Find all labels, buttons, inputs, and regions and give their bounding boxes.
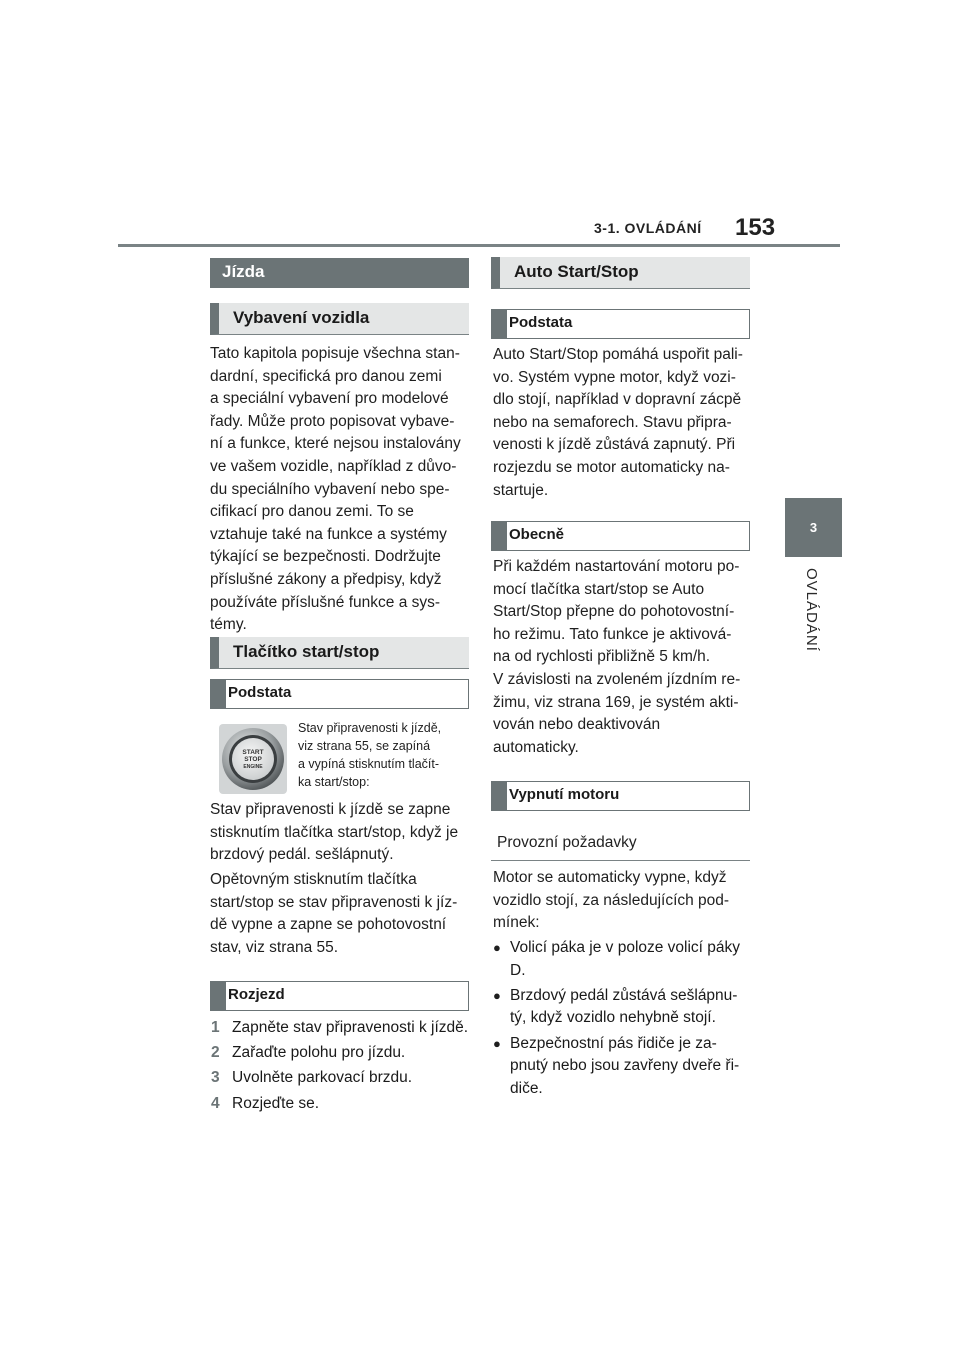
rozjezd-steps [211, 1017, 476, 1118]
button-caption: Stav připravenosti k jízdě, viz strana 55, se zapíná a vypíná stisknutím tlačít- ka start/stop: [298, 721, 442, 789]
chapter-tab: 3 [785, 498, 842, 557]
step-item: 4 Rozjeďte se. [211, 1094, 320, 1112]
bullet-item: ● Bezpečnostní pás řidiče je za- pnutý nebo jsou zavřeny dveře ři- diče. [493, 1033, 758, 1101]
header-rule [118, 244, 840, 247]
vybaveni-text: Tato kapitola popisuje všechna stan- dardní, specifická pro danou zemi a speciální vybavení pro modelové řady. Může proto popisovat vybave- ní a funkce, které nejsou instalovány ve vašem vozidle, například z důvo- du speciálního vybavení nebo spe- cifikací pro danou zemi. To se vztahuje také na funkce a systémy týkající se bezpečnosti. Dodržujte příslušné zákony a předpisy, když používáte příslušné funkce a sys- témy. [210, 345, 461, 634]
chapter-label: OVLÁDÁNÍ [803, 568, 820, 652]
heading-provozni-pozadavky: Provozní požadavky [491, 829, 750, 861]
step-item: 2 Zařaďte polohu pro jízdu. [211, 1044, 406, 1062]
page-number: 153 [735, 214, 776, 241]
heading-podstata-left: Podstata [210, 679, 469, 709]
button-label-engine: ENGINE [243, 764, 263, 770]
provozni-text: Motor se automaticky vypne, když vozidlo stojí, za následujících pod- mínek: [493, 869, 730, 932]
step-item: 3 Uvolněte parkovací brzdu. [211, 1069, 413, 1087]
start-stop-para-2: Opětovným stisknutím tlačítka start/stop se stav připravenosti k jíz- dě vypne a zapne se pohotovostní stav, viz strana 55. [210, 871, 458, 956]
start-stop-para-1: Stav připravenosti k jízdě se zapne stisknutím tlačítka start/stop, když je brzdový pedál. sešlápnutý. [210, 801, 459, 864]
section-title: 3-1. OVLÁDÁNÍ [594, 220, 702, 236]
heading-auto-start-stop: Auto Start/Stop [491, 257, 750, 289]
heading-vypnuti-motoru: Vypnutí motoru [491, 781, 750, 811]
bullet-item: ● Brzdový pedál zůstává sešlápnu- tý, když vozidlo nehybně stojí. [493, 985, 758, 1030]
auto-podstata-text: Auto Start/Stop pomáhá uspořit pali- vo. Systém vypne motor, když vozi- dlo stojí, například v dopravní zácpě nebo na semaforech. Stavu připra- venosti k jízdě zůstává zapnutý. Při rozjezdu se motor automaticky na- startuje. [493, 346, 743, 499]
heading-vybaveni-vozidla: Vybavení vozidla [210, 303, 469, 335]
button-label-stop: STOP [244, 756, 262, 763]
obecne-text-1: Při každém nastartování motoru po- mocí tlačítka start/stop se Auto Start/Stop přepne do pohotovostní- ho režimu. Tato funkce je aktivová- na od rychlosti přibližně 5 km/h. [493, 558, 740, 666]
heading-rozjezd: Rozjezd [210, 981, 469, 1011]
heading-obecne: Obecně [491, 521, 750, 551]
heading-tlacitko-start-stop: Tlačítko start/stop [210, 637, 469, 669]
provozni-bullets [493, 937, 758, 1103]
step-item: 1 Zapněte stav připravenosti k jízdě. [211, 1019, 469, 1036]
heading-podstata-right: Podstata [491, 309, 750, 339]
button-label-start: START [242, 749, 264, 756]
bullet-item: ● Volicí páka je v poloze volicí páky D. [493, 937, 758, 982]
obecne-text-2: V závislosti na zvoleném jízdním re- žimu, viz strana 169, je systém akti- vován nebo deaktivován automaticky. [493, 671, 741, 756]
heading-jizda: Jízda [210, 258, 469, 288]
start-stop-engine-button-icon [219, 724, 287, 794]
